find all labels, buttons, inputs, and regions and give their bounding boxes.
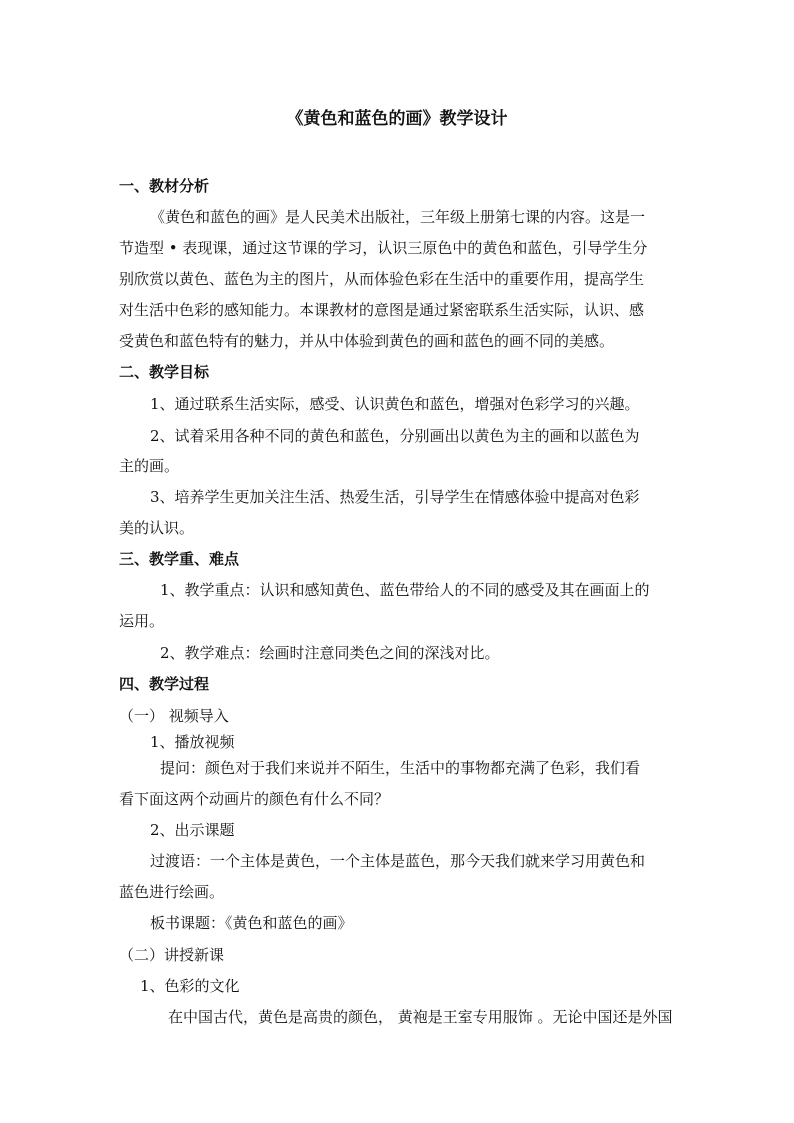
section-heading-teaching-goals: 二、教学目标 (119, 363, 210, 381)
document-title: 《黄色和蓝色的画》教学设计 (286, 109, 508, 129)
subsection-heading: （二）讲授新课 (119, 946, 225, 964)
paragraph-line: 在中国古代，黄色是高贵的颜色， 黄袍是王室专用服饰 。无论中国还是外国 (168, 1008, 673, 1026)
paragraph-line: 提问：颜色对于我们来说并不陌生，生活中的事物都充满了色彩，我们看 (160, 759, 641, 777)
paragraph-line: 2、出示课题 (150, 821, 235, 839)
section-heading-teaching-process: 四、教学过程 (119, 675, 210, 693)
section-heading-key-points: 三、教学重、难点 (119, 550, 240, 568)
paragraph-line: 《黄色和蓝色的画》是人民美术出版社，三年级上册第七课的内容。这是一 (150, 208, 646, 226)
paragraph-line: 看下面这两个动画片的颜色有什么不同？ (119, 790, 390, 808)
paragraph-line: 主的画。 (119, 457, 180, 475)
paragraph-line: 别欣赏以黄色、蓝色为主的图片，从而体验色彩在生活中的重要作用，提高学生 (119, 270, 645, 288)
paragraph-line: 节造型 • 表现课，通过这节课的学习，认识三原色中的黄色和蓝色，引导学生分 (119, 239, 648, 257)
paragraph-line: 过渡语：一个主体是黄色，一个主体是蓝色，那今天我们就来学习用黄色和 (150, 852, 646, 870)
paragraph-line: 1、播放视频 (150, 733, 235, 751)
paragraph-line: 美的认识。 (119, 519, 195, 537)
paragraph-line: 2、教学难点：绘画时注意同类色之间的深浅对比。 (160, 644, 500, 662)
paragraph-line: 蓝色进行绘画。 (119, 883, 225, 901)
paragraph-line: 运用。 (119, 612, 165, 630)
paragraph-line: 3、培养学生更加关注生活、热爱生活，引导学生在情感体验中提高对色彩 (150, 488, 640, 506)
paragraph-line: 1、教学重点：认识和感知黄色、蓝色带给人的不同的感受及其在画面上的 (160, 581, 650, 599)
paragraph-line: 2、试着采用各种不同的黄色和蓝色，分别画出以黄色为主的画和以蓝色为 (150, 427, 640, 445)
paragraph-line: 对生活中色彩的感知能力。本课教材的意图是通过紧密联系生活实际，认识、感 (119, 301, 645, 319)
paragraph-line: 受黄色和蓝色特有的魅力，并从中体验到黄色的画和蓝色的画不同的美感。 (119, 332, 615, 350)
paragraph-line: 板书课题：《黄色和蓝色的画》 (150, 914, 353, 932)
subsection-heading: （一） 视频导入 (119, 707, 229, 725)
section-heading-textbook-analysis: 一、教材分析 (119, 177, 210, 195)
paragraph-line: 1、通过联系生活实际，感受、认识黄色和蓝色，增强对色彩学习的兴趣。 (150, 395, 640, 413)
paragraph-line: 1、色彩的文化 (140, 977, 240, 995)
